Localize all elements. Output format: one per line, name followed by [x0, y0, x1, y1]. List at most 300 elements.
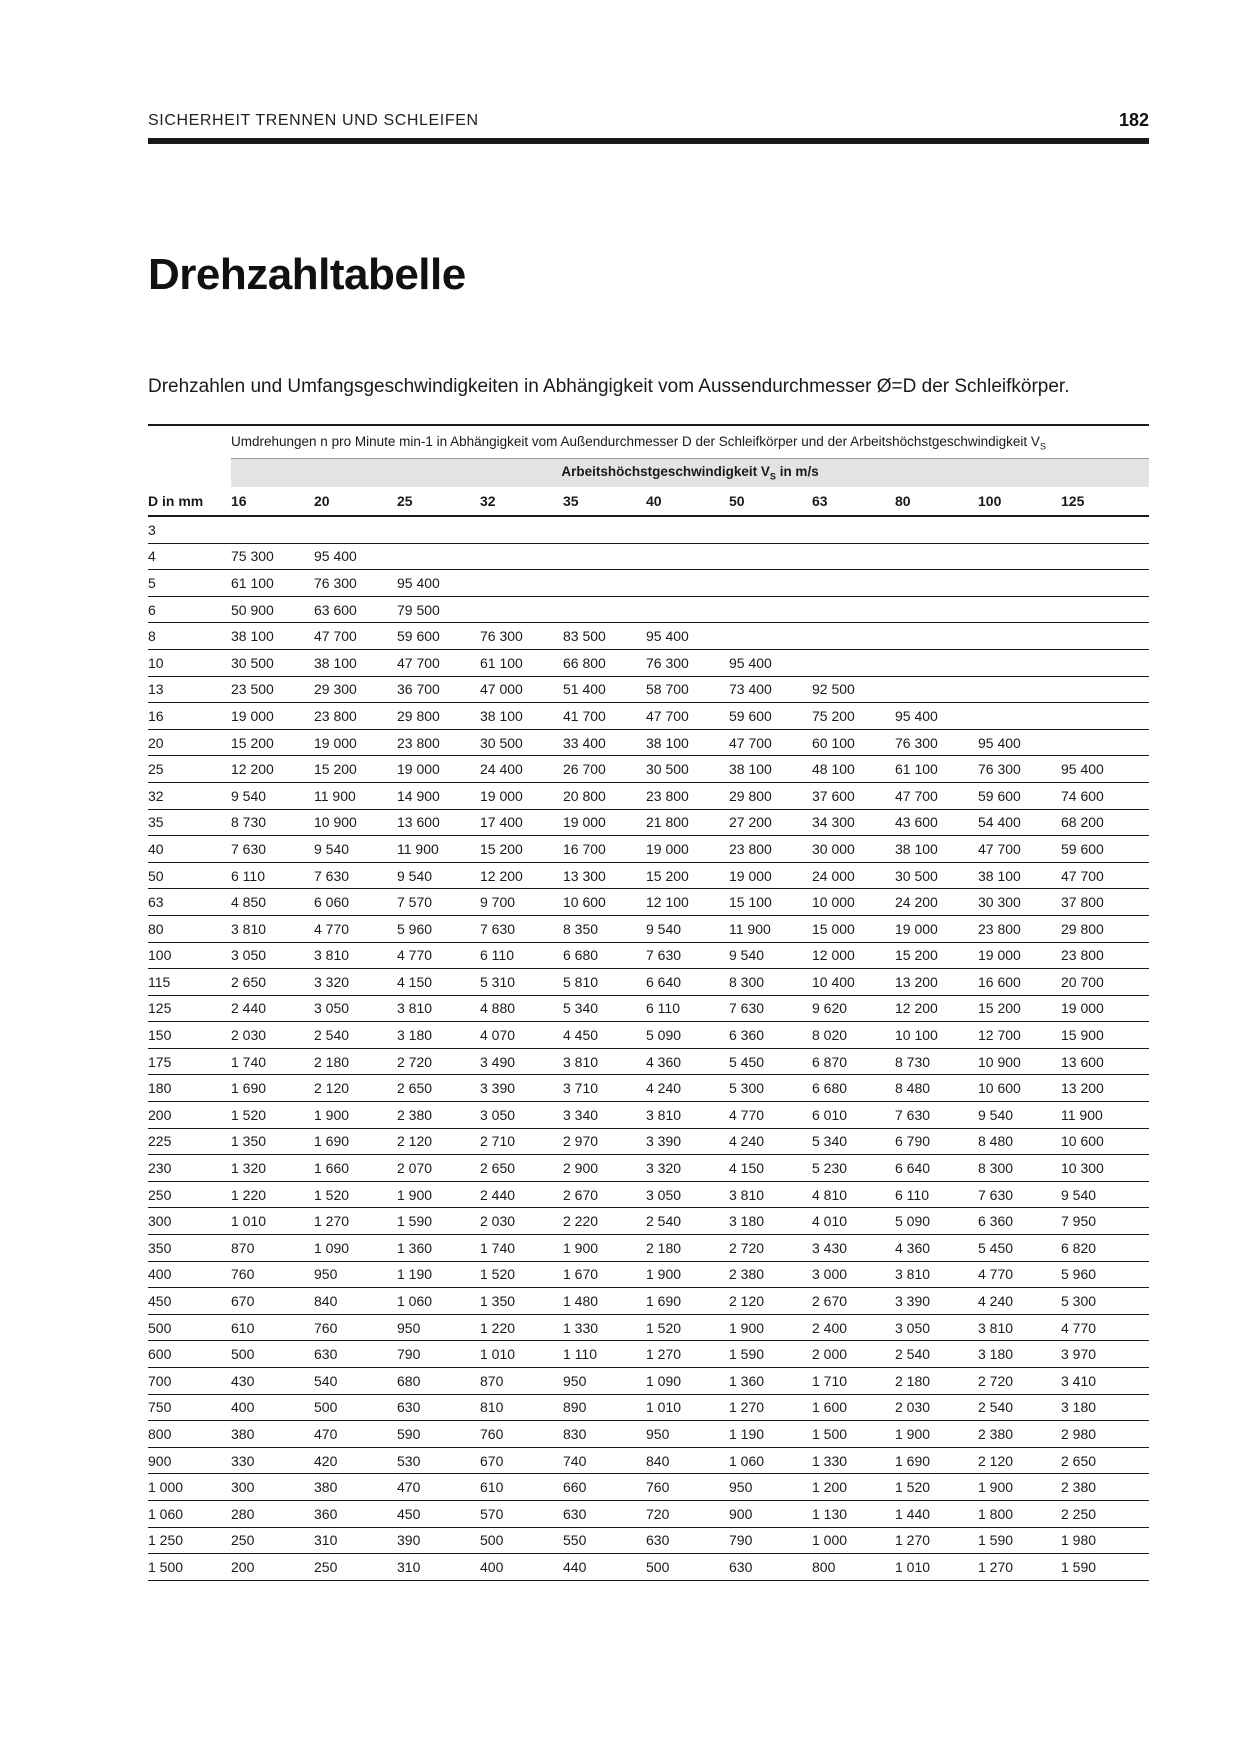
rpm-cell: 6 680	[812, 1075, 895, 1102]
rpm-cell	[812, 543, 895, 570]
rpm-cell: 63 600	[314, 596, 397, 623]
rpm-cell: 2 380	[978, 1421, 1061, 1448]
rpm-cell: 21 800	[646, 809, 729, 836]
rpm-cell: 36 700	[397, 676, 480, 703]
rpm-cell: 24 200	[895, 889, 978, 916]
rpm-cell: 2 650	[397, 1075, 480, 1102]
speed-table	[148, 424, 1149, 1581]
rpm-cell	[231, 516, 314, 543]
rpm-cell: 1 710	[812, 1368, 895, 1395]
rpm-cell: 3 390	[895, 1288, 978, 1315]
table-row	[148, 649, 1149, 676]
rpm-cell	[812, 516, 895, 543]
rpm-cell: 1 660	[314, 1155, 397, 1182]
rpm-cell: 380	[231, 1421, 314, 1448]
rpm-cell: 950	[563, 1368, 646, 1395]
rpm-cell: 450	[397, 1500, 480, 1527]
rpm-cell: 2 970	[563, 1128, 646, 1155]
diameter-cell: 750	[148, 1394, 231, 1421]
rpm-cell: 2 650	[480, 1155, 563, 1182]
rpm-cell: 760	[646, 1474, 729, 1501]
rpm-cell: 7 630	[646, 942, 729, 969]
rpm-cell: 4 150	[729, 1155, 812, 1182]
rpm-cell: 10 000	[812, 889, 895, 916]
rpm-cell: 3 810	[895, 1261, 978, 1288]
rpm-cell: 24 000	[812, 862, 895, 889]
diameter-cell: 6	[148, 596, 231, 623]
rpm-cell: 2 030	[895, 1394, 978, 1421]
rpm-cell: 2 650	[231, 969, 314, 996]
rpm-cell: 59 600	[729, 703, 812, 730]
rpm-cell: 5 090	[895, 1208, 978, 1235]
rpm-cell: 500	[314, 1394, 397, 1421]
rpm-cell	[397, 516, 480, 543]
table-row	[148, 782, 1149, 809]
speed-column-header: 125	[1061, 487, 1149, 516]
rpm-cell: 950	[314, 1261, 397, 1288]
table-row	[148, 1394, 1149, 1421]
rpm-cell: 6 640	[646, 969, 729, 996]
rpm-cell	[646, 596, 729, 623]
rpm-cell: 7 570	[397, 889, 480, 916]
rpm-cell: 870	[231, 1235, 314, 1262]
rpm-cell: 4 770	[314, 915, 397, 942]
rpm-cell: 1 270	[729, 1394, 812, 1421]
rpm-cell: 630	[314, 1341, 397, 1368]
rpm-cell: 47 700	[314, 623, 397, 650]
rpm-cell: 13 600	[1061, 1048, 1149, 1075]
rpm-cell: 3 050	[231, 942, 314, 969]
rpm-cell: 95 400	[314, 543, 397, 570]
diameter-cell: 230	[148, 1155, 231, 1182]
rpm-cell	[1061, 570, 1149, 597]
diameter-cell: 125	[148, 995, 231, 1022]
rpm-cell: 30 300	[978, 889, 1061, 916]
table-row	[148, 703, 1149, 730]
rpm-cell: 3 000	[812, 1261, 895, 1288]
rpm-cell	[895, 623, 978, 650]
rpm-cell: 630	[563, 1500, 646, 1527]
rpm-cell: 660	[563, 1474, 646, 1501]
table-row	[148, 516, 1149, 543]
rpm-cell: 6 680	[563, 942, 646, 969]
rpm-cell: 47 700	[1061, 862, 1149, 889]
rpm-cell: 74 600	[1061, 782, 1149, 809]
diameter-cell: 1 000	[148, 1474, 231, 1501]
rpm-cell: 9 540	[231, 782, 314, 809]
rpm-cell: 27 200	[729, 809, 812, 836]
rpm-cell: 8 480	[895, 1075, 978, 1102]
speed-column-header: 35	[563, 487, 646, 516]
rpm-cell: 6 360	[729, 1022, 812, 1049]
rpm-cell: 19 000	[895, 915, 978, 942]
rpm-cell: 3 050	[895, 1314, 978, 1341]
rpm-cell: 2 120	[729, 1288, 812, 1315]
rpm-cell: 200	[231, 1554, 314, 1581]
rpm-cell: 12 200	[895, 995, 978, 1022]
rpm-cell: 950	[397, 1314, 480, 1341]
rpm-cell: 10 600	[1061, 1128, 1149, 1155]
table-row	[148, 623, 1149, 650]
diameter-cell: 8	[148, 623, 231, 650]
rpm-cell: 2 180	[646, 1235, 729, 1262]
rpm-cell: 500	[480, 1527, 563, 1554]
rpm-cell: 890	[563, 1394, 646, 1421]
rpm-cell: 1 110	[563, 1341, 646, 1368]
rpm-cell: 790	[729, 1527, 812, 1554]
rpm-cell: 43 600	[895, 809, 978, 836]
rpm-cell: 23 800	[978, 915, 1061, 942]
rpm-cell: 2 440	[480, 1181, 563, 1208]
table-row	[148, 862, 1149, 889]
rpm-cell: 1 130	[812, 1500, 895, 1527]
rpm-cell: 4 070	[480, 1022, 563, 1049]
table-row	[148, 1022, 1149, 1049]
rpm-cell: 6 790	[895, 1128, 978, 1155]
rpm-cell: 470	[314, 1421, 397, 1448]
rpm-cell: 61 100	[480, 649, 563, 676]
rpm-cell: 4 880	[480, 995, 563, 1022]
rpm-cell: 12 200	[480, 862, 563, 889]
rpm-cell: 2 540	[314, 1022, 397, 1049]
rpm-cell: 59 600	[397, 623, 480, 650]
rpm-cell	[563, 516, 646, 543]
rpm-cell: 8 480	[978, 1128, 1061, 1155]
rpm-cell: 1 900	[563, 1235, 646, 1262]
rpm-cell: 4 150	[397, 969, 480, 996]
caption-row	[148, 425, 1149, 459]
diameter-cell: 40	[148, 836, 231, 863]
rpm-cell: 15 200	[895, 942, 978, 969]
rpm-cell: 1 010	[646, 1394, 729, 1421]
rpm-cell: 2 000	[812, 1341, 895, 1368]
rpm-cell	[314, 516, 397, 543]
rpm-cell	[812, 623, 895, 650]
rpm-cell: 75 200	[812, 703, 895, 730]
table-row	[148, 809, 1149, 836]
rpm-cell: 440	[563, 1554, 646, 1581]
rpm-cell: 95 400	[729, 649, 812, 676]
rpm-cell: 29 300	[314, 676, 397, 703]
rpm-cell: 400	[480, 1554, 563, 1581]
rpm-cell	[1061, 516, 1149, 543]
rpm-cell: 1 740	[480, 1235, 563, 1262]
diameter-cell: 10	[148, 649, 231, 676]
rpm-cell	[480, 596, 563, 623]
rpm-cell: 2 120	[978, 1447, 1061, 1474]
rpm-cell: 14 900	[397, 782, 480, 809]
table-row	[148, 1235, 1149, 1262]
rpm-cell	[812, 570, 895, 597]
table-row	[148, 1421, 1149, 1448]
table-row	[148, 1261, 1149, 1288]
rpm-cell: 1 360	[397, 1235, 480, 1262]
speed-band-row	[148, 459, 1149, 488]
rpm-cell: 20 700	[1061, 969, 1149, 996]
rpm-cell: 3 490	[480, 1048, 563, 1075]
rpm-cell: 1 900	[978, 1474, 1061, 1501]
table-row	[148, 836, 1149, 863]
speed-column-header: 40	[646, 487, 729, 516]
rpm-cell: 9 540	[729, 942, 812, 969]
rpm-cell: 1 520	[314, 1181, 397, 1208]
caption-spacer	[148, 425, 231, 459]
rpm-cell: 10 100	[895, 1022, 978, 1049]
rpm-cell: 800	[812, 1554, 895, 1581]
rpm-cell: 3 180	[1061, 1394, 1149, 1421]
rpm-cell: 3 810	[563, 1048, 646, 1075]
rpm-cell: 10 600	[978, 1075, 1061, 1102]
rpm-cell: 19 000	[314, 729, 397, 756]
rpm-cell: 1 010	[895, 1554, 978, 1581]
rpm-cell: 590	[397, 1421, 480, 1448]
rpm-cell: 2 980	[1061, 1421, 1149, 1448]
rpm-cell: 1 270	[646, 1341, 729, 1368]
diameter-cell: 400	[148, 1261, 231, 1288]
diameter-cell: 100	[148, 942, 231, 969]
rpm-cell: 280	[231, 1500, 314, 1527]
table-row	[148, 942, 1149, 969]
rpm-cell: 9 540	[978, 1102, 1061, 1129]
table-row	[148, 1288, 1149, 1315]
rpm-cell: 23 800	[397, 729, 480, 756]
speed-band-text	[561, 464, 819, 482]
rpm-cell: 1 690	[314, 1128, 397, 1155]
rpm-cell	[895, 676, 978, 703]
rpm-cell: 15 200	[231, 729, 314, 756]
rpm-cell: 95 400	[895, 703, 978, 730]
table-row	[148, 915, 1149, 942]
caption-main: Umdrehungen n pro Minute min-1 in Abhängigkeit vom Außendurchmesser D der Schleifkörper und der Arbeitshöchstgeschwindigkeit V	[231, 434, 1040, 450]
rpm-cell: 26 700	[563, 756, 646, 783]
rpm-cell: 19 000	[480, 782, 563, 809]
diameter-cell: 1 250	[148, 1527, 231, 1554]
rpm-cell: 760	[480, 1421, 563, 1448]
rpm-cell: 7 630	[729, 995, 812, 1022]
rpm-cell: 95 400	[978, 729, 1061, 756]
rpm-cell: 1 900	[729, 1314, 812, 1341]
rpm-cell: 3 180	[729, 1208, 812, 1235]
rpm-cell: 15 200	[978, 995, 1061, 1022]
rpm-cell: 73 400	[729, 676, 812, 703]
rpm-cell: 5 960	[397, 915, 480, 942]
rpm-cell	[1061, 703, 1149, 730]
table-row	[148, 570, 1149, 597]
rpm-cell: 76 300	[895, 729, 978, 756]
rpm-cell: 3 710	[563, 1075, 646, 1102]
speed-column-header: 80	[895, 487, 978, 516]
rpm-cell: 59 600	[978, 782, 1061, 809]
diameter-cell: 4	[148, 543, 231, 570]
rpm-cell: 1 520	[646, 1314, 729, 1341]
rpm-cell: 9 620	[812, 995, 895, 1022]
rpm-cell: 1 190	[397, 1261, 480, 1288]
rpm-cell: 2 540	[978, 1394, 1061, 1421]
caption-subscript: S	[1039, 441, 1046, 452]
rpm-cell: 3 320	[314, 969, 397, 996]
diameter-cell: 20	[148, 729, 231, 756]
rpm-cell: 12 100	[646, 889, 729, 916]
rpm-cell: 2 720	[397, 1048, 480, 1075]
diameter-cell: 350	[148, 1235, 231, 1262]
rpm-cell: 16 700	[563, 836, 646, 863]
rpm-cell: 17 400	[480, 809, 563, 836]
table-row	[148, 1128, 1149, 1155]
rpm-cell: 2 180	[895, 1368, 978, 1395]
rpm-cell: 23 800	[646, 782, 729, 809]
rpm-cell: 37 600	[812, 782, 895, 809]
rpm-cell: 5 810	[563, 969, 646, 996]
diameter-cell: 16	[148, 703, 231, 730]
rpm-cell: 760	[314, 1314, 397, 1341]
diameter-cell: 1 500	[148, 1554, 231, 1581]
rpm-cell: 3 390	[646, 1128, 729, 1155]
rpm-cell	[1061, 649, 1149, 676]
speed-column-header: 20	[314, 487, 397, 516]
rpm-cell: 1 670	[563, 1261, 646, 1288]
table-row	[148, 1474, 1149, 1501]
rpm-cell: 29 800	[1061, 915, 1149, 942]
rpm-cell	[563, 596, 646, 623]
column-header-row	[148, 487, 1149, 516]
rpm-cell: 58 700	[646, 676, 729, 703]
rpm-cell: 79 500	[397, 596, 480, 623]
rpm-cell: 76 300	[646, 649, 729, 676]
rpm-cell: 250	[314, 1554, 397, 1581]
rpm-cell: 2 720	[729, 1235, 812, 1262]
diameter-cell: 25	[148, 756, 231, 783]
rpm-cell: 2 030	[231, 1022, 314, 1049]
speed-column-header: 25	[397, 487, 480, 516]
speed-band-header	[231, 459, 1149, 488]
rpm-cell: 2 710	[480, 1128, 563, 1155]
rpm-cell	[729, 570, 812, 597]
rpm-cell: 5 340	[563, 995, 646, 1022]
rpm-cell: 2 380	[729, 1261, 812, 1288]
rpm-cell: 3 810	[646, 1102, 729, 1129]
rpm-cell: 4 850	[231, 889, 314, 916]
rpm-cell: 13 300	[563, 862, 646, 889]
rpm-cell: 2 900	[563, 1155, 646, 1182]
rpm-cell: 38 100	[480, 703, 563, 730]
rpm-cell: 6 360	[978, 1208, 1061, 1235]
rpm-cell: 1 690	[231, 1075, 314, 1102]
rpm-cell	[978, 516, 1061, 543]
table-row	[148, 1447, 1149, 1474]
rpm-cell: 1 090	[314, 1235, 397, 1262]
rpm-cell: 610	[480, 1474, 563, 1501]
diameter-cell: 175	[148, 1048, 231, 1075]
diameter-cell: 1 060	[148, 1500, 231, 1527]
rpm-cell: 4 770	[978, 1261, 1061, 1288]
rpm-cell: 5 230	[812, 1155, 895, 1182]
rpm-cell: 2 670	[563, 1181, 646, 1208]
rpm-cell: 15 200	[646, 862, 729, 889]
band-subscript: S	[769, 471, 776, 482]
rpm-cell: 1 590	[729, 1341, 812, 1368]
rpm-cell: 2 070	[397, 1155, 480, 1182]
table-row	[148, 1527, 1149, 1554]
rpm-cell: 310	[314, 1527, 397, 1554]
rpm-cell: 11 900	[397, 836, 480, 863]
rpm-cell: 2 180	[314, 1048, 397, 1075]
rpm-cell: 870	[480, 1368, 563, 1395]
rpm-cell: 30 000	[812, 836, 895, 863]
page-number: 182	[1118, 110, 1149, 130]
rpm-cell: 4 240	[729, 1128, 812, 1155]
diameter-cell: 600	[148, 1341, 231, 1368]
rpm-cell: 5 960	[1061, 1261, 1149, 1288]
diameter-cell: 700	[148, 1368, 231, 1395]
rpm-cell: 76 300	[314, 570, 397, 597]
table-body	[148, 516, 1149, 1580]
table-caption	[231, 425, 1149, 459]
speed-column-header: 50	[729, 487, 812, 516]
diameter-cell: 80	[148, 915, 231, 942]
rpm-cell: 4 770	[397, 942, 480, 969]
speed-column-header: 16	[231, 487, 314, 516]
rpm-cell: 23 800	[1061, 942, 1149, 969]
rpm-cell: 1 060	[729, 1447, 812, 1474]
rpm-cell: 1 010	[480, 1341, 563, 1368]
rpm-cell: 19 000	[978, 942, 1061, 969]
rpm-cell: 9 700	[480, 889, 563, 916]
rpm-cell: 400	[231, 1394, 314, 1421]
band-spacer	[148, 459, 231, 488]
rpm-cell: 1 360	[729, 1368, 812, 1395]
rpm-cell: 23 500	[231, 676, 314, 703]
rpm-cell: 75 300	[231, 543, 314, 570]
diameter-cell: 5	[148, 570, 231, 597]
rpm-cell: 10 900	[978, 1048, 1061, 1075]
rpm-cell	[397, 543, 480, 570]
rpm-cell: 570	[480, 1500, 563, 1527]
rpm-cell: 6 870	[812, 1048, 895, 1075]
rpm-cell: 6 110	[480, 942, 563, 969]
rpm-cell: 13 200	[895, 969, 978, 996]
rpm-cell: 33 400	[563, 729, 646, 756]
rpm-cell: 5 300	[729, 1075, 812, 1102]
rpm-cell: 23 800	[314, 703, 397, 730]
diameter-cell: 50	[148, 862, 231, 889]
rpm-cell: 60 100	[812, 729, 895, 756]
rpm-cell: 41 700	[563, 703, 646, 730]
rpm-cell	[895, 570, 978, 597]
diameter-cell: 450	[148, 1288, 231, 1315]
rpm-cell: 680	[397, 1368, 480, 1395]
diameter-cell: 150	[148, 1022, 231, 1049]
rpm-cell: 1 270	[314, 1208, 397, 1235]
rpm-cell	[1061, 596, 1149, 623]
rpm-cell: 15 200	[480, 836, 563, 863]
rpm-cell: 2 220	[563, 1208, 646, 1235]
diameter-cell: 35	[148, 809, 231, 836]
rpm-cell: 6 640	[895, 1155, 978, 1182]
rpm-cell: 4 010	[812, 1208, 895, 1235]
rpm-cell: 720	[646, 1500, 729, 1527]
diameter-cell: 800	[148, 1421, 231, 1448]
diameter-cell: 63	[148, 889, 231, 916]
rpm-cell: 38 100	[729, 756, 812, 783]
rpm-cell: 1 590	[397, 1208, 480, 1235]
band-prefix: Arbeitshöchstgeschwindigkeit V	[561, 464, 770, 480]
rpm-cell: 15 200	[314, 756, 397, 783]
rpm-cell	[978, 703, 1061, 730]
table-row	[148, 676, 1149, 703]
rpm-cell: 3 810	[314, 942, 397, 969]
rpm-cell: 1 350	[231, 1128, 314, 1155]
rpm-cell: 95 400	[397, 570, 480, 597]
